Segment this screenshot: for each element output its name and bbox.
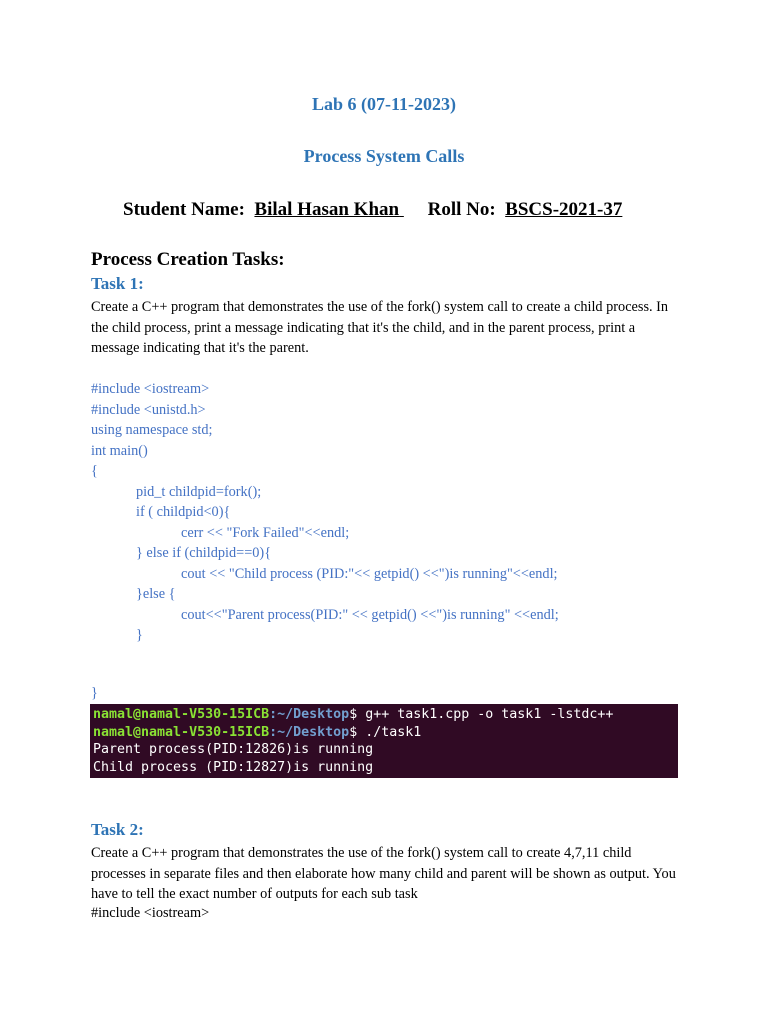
code-line: cout << "Child process (PID:"<< getpid() <<")is running"<<endl; xyxy=(181,565,558,582)
roll-no-label: Roll No: xyxy=(427,199,496,220)
section-heading: Process Creation Tasks: xyxy=(91,249,285,270)
terminal-prompt-user: namal@namal-V530-15ICB xyxy=(93,707,270,722)
code-line: cout<<"Parent process(PID:" << getpid() <<")is running" <<endl; xyxy=(181,606,559,623)
terminal-line xyxy=(93,724,678,742)
code-line: cerr << "Fork Failed"<<endl; xyxy=(181,524,350,541)
student-info-line xyxy=(123,199,622,221)
code-line: using namespace std; xyxy=(91,422,213,438)
lab-title: Lab 6 (07-11-2023) xyxy=(312,94,456,114)
code-line: pid_t childpid=fork(); xyxy=(136,483,262,500)
task2-code-start: #include <iostream> xyxy=(91,905,210,921)
terminal-prompt-path: :~/Desktop xyxy=(269,724,350,740)
code-line: if ( childpid<0){ xyxy=(136,504,231,520)
task2-heading: Task 2: xyxy=(91,820,144,839)
student-name-label: Student Name: xyxy=(123,199,245,220)
code-line: } xyxy=(91,685,98,701)
terminal-output: Parent process(PID:12826)is running xyxy=(93,742,374,757)
student-name: Bilal Hasan Khan xyxy=(254,199,400,220)
code-line: }else { xyxy=(136,586,176,602)
task1-description: Create a C++ program that demonstrates the use of the fork() system call to create a child process. In the child process, print a message indicating that it's the child, and in the parent process, print a message indicating that it's the parent. xyxy=(91,299,669,356)
terminal-prompt-symbol: $ xyxy=(349,724,366,740)
terminal-command: g++ task1.cpp -o task1 -lstdc++ xyxy=(365,707,614,722)
terminal-screenshot xyxy=(90,704,678,778)
terminal-prompt-path: :~/Desktop xyxy=(269,707,350,722)
code-line: int main() xyxy=(91,442,148,459)
task2-description: Create a C++ program that demonstrates the use of the fork() system call to create 4,7,11 child processes in separate files and then elaborate how many child and parent will be shown as output. You have to tell the exact number of outputs for each sub task xyxy=(91,845,676,902)
code-line: } else if (childpid==0){ xyxy=(136,545,272,561)
lab-subtitle: Process System Calls xyxy=(303,146,465,166)
code-line: { xyxy=(91,463,98,479)
terminal-line xyxy=(93,706,678,724)
terminal-output: Child process (PID:12827)is running xyxy=(93,759,374,775)
roll-no: BSCS-2021-37 xyxy=(505,199,623,220)
task1-heading: Task 1: xyxy=(91,274,144,293)
terminal-prompt-user: namal@namal-V530-15ICB xyxy=(93,724,270,740)
code-line: #include <unistd.h> xyxy=(91,401,206,418)
terminal-prompt-symbol: $ xyxy=(349,707,366,722)
terminal-command: ./task1 xyxy=(365,724,422,740)
code-line: } xyxy=(136,627,143,643)
code-line: #include <iostream> xyxy=(91,381,210,397)
